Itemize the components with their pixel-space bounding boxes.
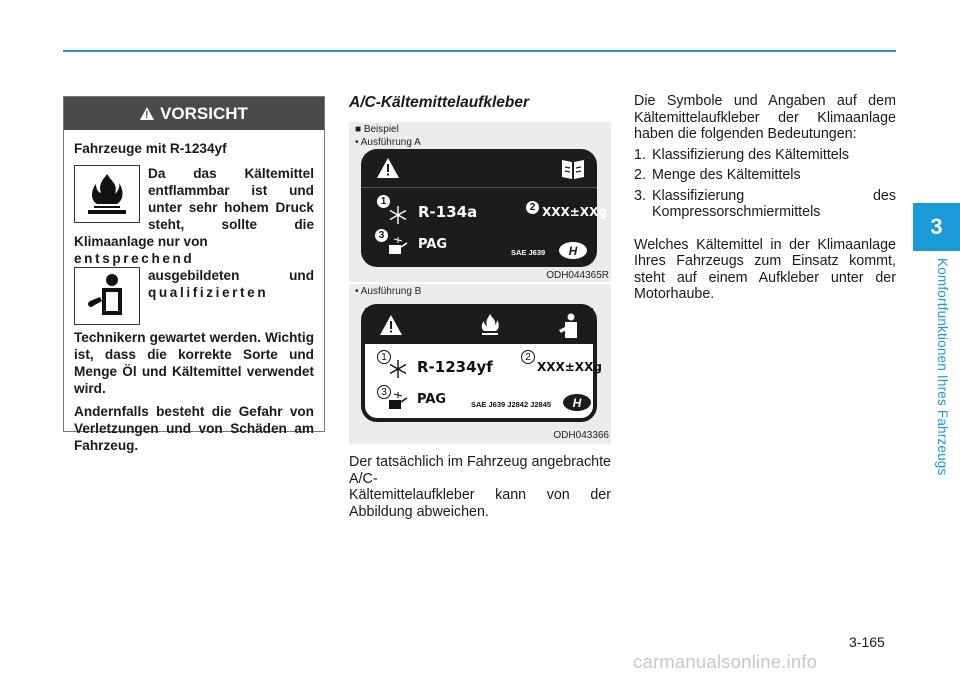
list-item: 3. Klassifizierung des Kompressorschmiermittels (634, 187, 896, 220)
meaning-list (634, 147, 896, 221)
amount-b: XXX±XXg (537, 360, 602, 374)
manual-book-icon (560, 157, 586, 181)
marker-3-b: 3 (377, 385, 391, 399)
caution-text-3: Technikern gewartet werden. Wichtig ist, dass die korrekte Sorte und Menge Öl und Kältemittel verwendet wird. (74, 330, 314, 396)
caution-text-1: Da das Kältemittel entflammbar ist und unter sehr hohem Druck steht, sollte die Klimaanlage nur von (74, 166, 314, 249)
caution-text-spaced-1: entsprechend (74, 251, 195, 266)
caution-text-2: ausgebildeten und (148, 268, 314, 283)
caution-box (63, 96, 325, 453)
figure-note (349, 454, 611, 520)
warning-triangle-icon: ! (140, 107, 154, 120)
intro-paragraph: Die Symbole und Angaben auf dem Kältemittelaufkleber der Klimaanlage haben die folgenden Bedeutungen: (634, 93, 896, 142)
variant-b-caption: • Ausführung B (355, 286, 422, 297)
list-item: 1. Klassifizierung des Kältemittels (634, 146, 850, 163)
refrigerant-label-figure (349, 122, 611, 444)
brand-logo-icon-b: H (563, 394, 591, 411)
right-column (634, 93, 896, 307)
chapter-title: Komfortfunktionen Ihres Fahrzeugs (935, 258, 950, 476)
oil-a: PAG (418, 237, 448, 252)
figure-example-label: ■ Beispiel (355, 124, 399, 135)
figure-note-text: Der tatsächlich im Fahrzeug angebrachte A/C- (349, 454, 611, 487)
oil-can-icon-b (387, 390, 409, 412)
marker-1: 1 (377, 195, 390, 208)
caution-text-spaced-2: qualifizierten (148, 285, 269, 300)
snowflake-icon (387, 204, 409, 226)
technician-icon (74, 267, 140, 325)
caution-text-4: Andernfalls besteht die Gefahr von Verletzungen und von Schäden am Fahrzeug. (74, 404, 314, 453)
technician-icon-b (557, 312, 581, 340)
marker-2-b: 2 (521, 350, 535, 364)
brand-logo-icon: H (559, 242, 587, 259)
chapter-number: 3 (930, 214, 943, 239)
list-item: 2. Menge des Kältemittels (634, 167, 801, 183)
caution-header (64, 97, 324, 130)
label-variant-a (361, 149, 607, 267)
marker-2: 2 (526, 201, 539, 214)
figure-note-text-last: Kältemittelaufkleber kann von der Abbildung abweichen. (349, 487, 611, 520)
flame-icon-b (479, 312, 501, 338)
snowflake-icon-b (387, 358, 409, 380)
oil-can-icon (387, 235, 409, 257)
standard-b: SAE J639 J2842 J2845 (471, 400, 552, 409)
variant-a-caption: • Ausführung A (355, 137, 421, 148)
standard-a: SAE J639 (511, 248, 546, 257)
oil-b: PAG (417, 392, 447, 407)
refrigerant-a: R-134a (418, 203, 478, 221)
caution-body (64, 130, 324, 454)
watermark: carmanualsonline.info (633, 651, 818, 672)
marker-1-b: 1 (377, 350, 391, 364)
closing-paragraph: Welches Kältemittel in der Klimaanlage Ihres Fahrzeugs zum Einsatz kommt, steht auf einem Aufkleber unter der Motorhaube. (634, 236, 896, 302)
warning-icon-b (379, 314, 403, 336)
figure-code-b: ODH043366 (553, 430, 609, 441)
chapter-tab (913, 203, 960, 251)
top-rule (63, 50, 896, 52)
section-heading: A/C-Kältemittelaufkleber (349, 94, 530, 111)
label-variant-b (361, 304, 602, 422)
marker-3: 3 (375, 229, 388, 242)
amount-a: XXX±XXg (542, 205, 607, 219)
refrigerant-b: R-1234yf (417, 358, 493, 376)
page-number: 3-165 (849, 634, 885, 650)
figure-code-a: ODH044365R (546, 270, 609, 281)
caution-title: Fahrzeuge mit R-1234yf (74, 141, 227, 156)
warning-icon (376, 157, 400, 179)
caution-header-label: VORSICHT (160, 103, 248, 123)
flame-icon (74, 165, 140, 223)
